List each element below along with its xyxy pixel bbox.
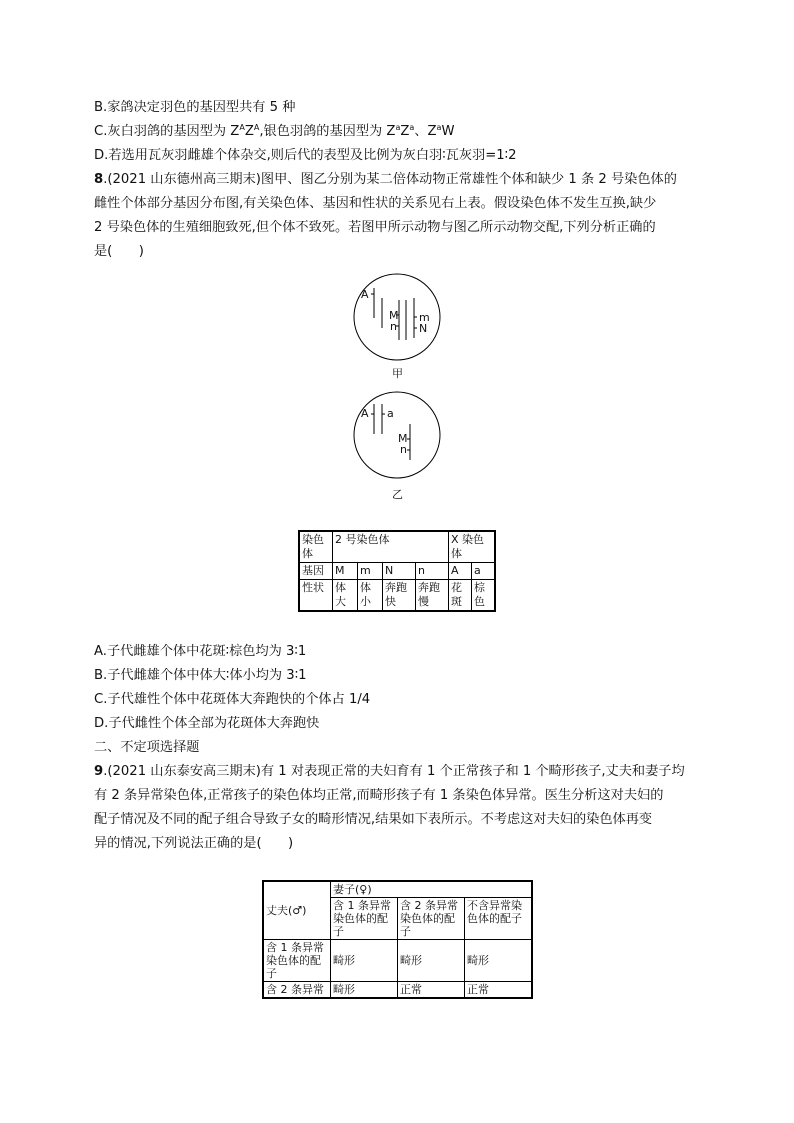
q8-number: 8 [94, 172, 104, 187]
text-seg: W [441, 124, 455, 139]
q9-line2: 有 2 条异常染色体,正常孩子的染色体均正常,而畸形孩子有 1 条染色体异常。医生分析这对夫妇的 [94, 788, 664, 803]
row-label-gene: 基因 [299, 563, 333, 580]
header-wife: 妻子(♀) [331, 881, 533, 898]
q9-line1 [94, 762, 685, 782]
trait-text: 棕色 [474, 581, 485, 608]
col-header-text: 不含异常染色体的配子 [467, 899, 522, 925]
col-header [465, 898, 533, 940]
option-b-prev: B.家鸽决定羽色的基因型共有 5 种 [94, 100, 296, 115]
q9-line4: 异的情况,下列说法正确的是( ) [94, 836, 294, 851]
gene-label-N: N [419, 322, 428, 335]
table-cell: 畸形 [398, 940, 465, 982]
trait-cell [358, 580, 383, 612]
gamete-table [262, 880, 533, 999]
trait-cell [472, 580, 496, 612]
gene-cell: m [358, 563, 383, 580]
q8-line4: 是( ) [94, 244, 144, 259]
table-cell: 畸形 [331, 940, 398, 982]
header-chr2: 2 号染色体 [333, 531, 449, 563]
trait-text: 奔跑快 [385, 581, 407, 608]
col-header [331, 898, 398, 940]
trait-cell [416, 580, 449, 612]
header-x: X 染色体 [449, 531, 496, 563]
option-c-prev [94, 122, 455, 142]
figure-jia [352, 272, 442, 362]
table-cell: 畸形 [331, 982, 398, 999]
gene-label-n: n [400, 443, 407, 456]
option-d-prev: D.若选用瓦灰羽雌雄个体杂交,则后代的表型及比例为灰白羽∶瓦灰羽=1∶2 [94, 148, 517, 163]
table-cell: 正常 [465, 982, 533, 999]
figure-yi-label: 乙 [392, 488, 403, 501]
trait-text: 花斑 [451, 581, 462, 608]
sup: A [239, 123, 245, 132]
gene-trait-table [298, 530, 496, 612]
q9-text: .(2021 山东泰安高三期末)有 1 对表现正常的夫妇育有 1 个正常孩子和 1 个畸形孩子,丈夫和妻子均 [103, 764, 685, 779]
q8-option-b: B.子代雌雄个体中体大∶体小均为 3∶1 [94, 668, 307, 683]
trait-cell [383, 580, 416, 612]
gene-cell: M [333, 563, 358, 580]
q8-line1 [94, 170, 677, 190]
text-seg: ,银色羽鸽的基因型为 Z [259, 124, 396, 139]
section-heading: 二、不定项选择题 [94, 740, 200, 755]
row-header: 含 2 条异常 [263, 982, 331, 999]
figure-jia-label: 甲 [392, 367, 403, 380]
sup: a [436, 123, 442, 132]
figure-yi [352, 390, 442, 480]
text-seg: Z [400, 124, 410, 139]
row-header-text: 含 1 条异常染色体的配子 [266, 941, 324, 980]
sup: a [409, 123, 415, 132]
q9-line3: 配子情况及不同的配子组合导致子女的畸形情况,结果如下表所示。不考虑这对夫妇的染色体再变 [94, 812, 653, 827]
gene-cell: n [416, 563, 449, 580]
gene-label-m: m [419, 311, 430, 324]
row-header [263, 940, 331, 982]
q9-number: 9 [94, 764, 104, 779]
sup: A [253, 123, 260, 132]
gene-label-A: A [361, 288, 369, 301]
gene-label-a: a [387, 407, 394, 420]
q8-option-d: D.子代雌性个体全部为花斑体大奔跑快 [94, 716, 320, 731]
gene-label-M: M [389, 309, 399, 322]
q8-line2: 雌性个体部分基因分布图,有关染色体、基因和性状的关系见右上表。假设染色体不发生互换,缺少 [94, 196, 657, 211]
sup: a [395, 123, 401, 132]
table-cell: 正常 [398, 982, 465, 999]
row-label-trait: 性状 [299, 580, 333, 612]
col-header [398, 898, 465, 940]
trait-text: 体小 [360, 581, 371, 608]
q8-option-a: A.子代雌雄个体中花斑∶棕色均为 3∶1 [94, 644, 307, 659]
text-seg: 、Z [414, 124, 437, 139]
trait-text: 体大 [335, 581, 346, 608]
gene-label-n: n [390, 320, 397, 333]
col-header-text: 含 2 条异常染色体的配子 [400, 899, 458, 938]
gene-cell: A [449, 563, 472, 580]
gene-cell: a [472, 563, 496, 580]
gene-label-A: A [361, 407, 369, 420]
q8-line3: 2 号染色体的生殖细胞致死,但个体不致死。若图甲所示动物与图乙所示动物交配,下列分析正确的 [94, 220, 656, 235]
col-header-text: 含 1 条异常染色体的配子 [333, 899, 391, 938]
gene-label-M: M [398, 432, 408, 445]
text-seg: C.灰白羽鸽的基因型为 Z [94, 124, 240, 139]
table-cell: 畸形 [465, 940, 533, 982]
trait-cell [449, 580, 472, 612]
gene-cell: N [383, 563, 416, 580]
q8-text: .(2021 山东德州高三期末)图甲、图乙分别为某二倍体动物正常雄性个体和缺少 1 条 2 号染色体的 [103, 172, 677, 187]
trait-text: 奔跑慢 [418, 581, 440, 608]
header-husband: 丈夫(♂) [263, 881, 331, 940]
trait-cell [333, 580, 358, 612]
cell-outline [354, 392, 440, 478]
text-seg: Z [244, 124, 254, 139]
header-chromosome: 染色体 [299, 531, 333, 563]
q8-option-c: C.子代雄性个体中花斑体大奔跑快的个体占 1/4 [94, 692, 371, 707]
